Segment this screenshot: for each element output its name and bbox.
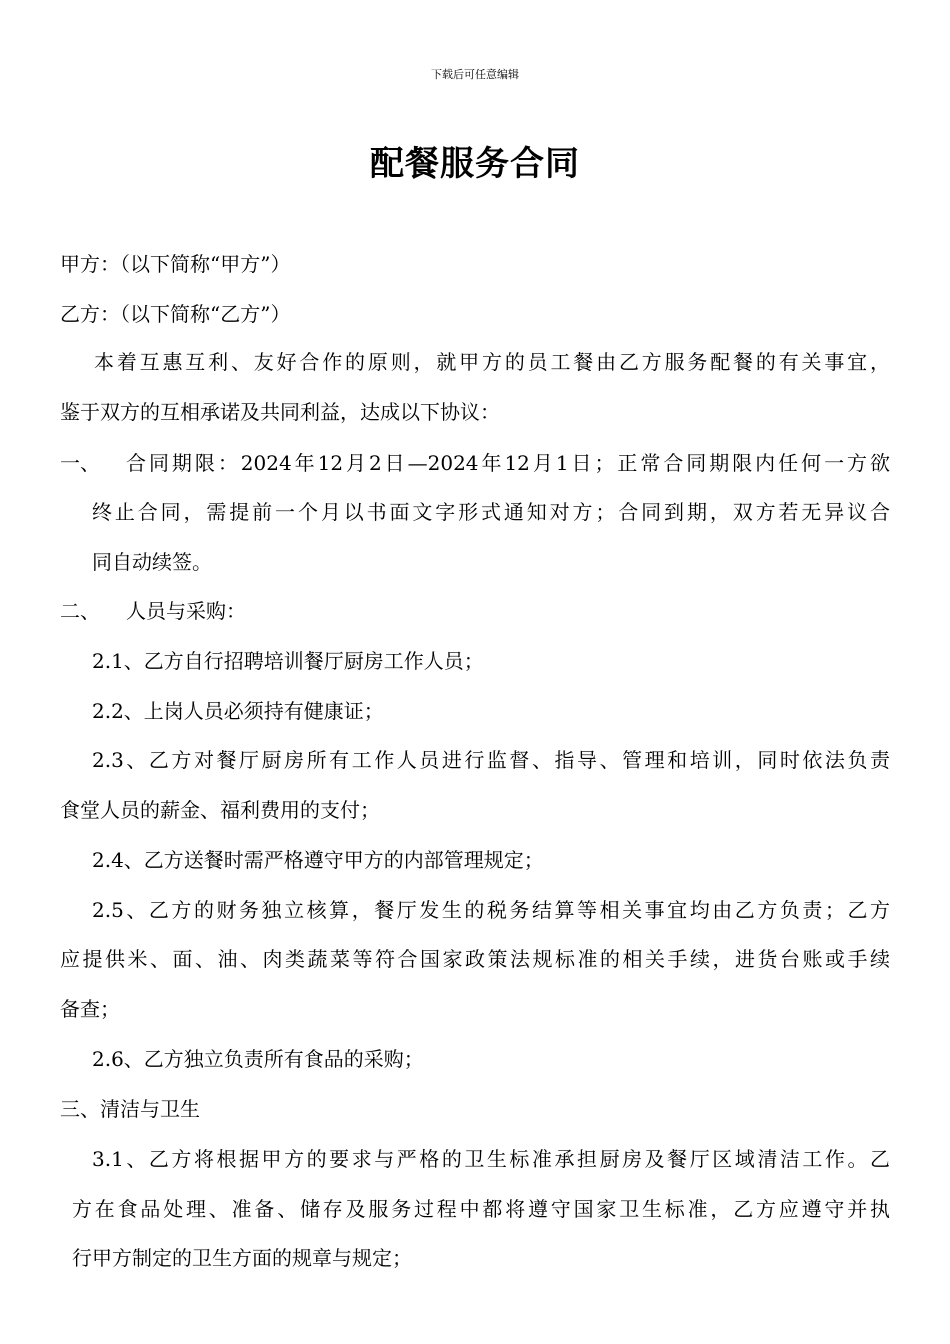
item-2-4: 2.4、乙方送餐时需严格遵守甲方的内部管理规定； — [92, 848, 544, 872]
item-2-1: 2.1、乙方自行招聘培训餐厅厨房工作人员； — [92, 649, 484, 673]
section-1-line-3: 同自动续签。 — [92, 550, 212, 574]
section-2-heading: 人员与采购： — [126, 599, 246, 623]
section-1-line-1: 合同期限：2024年12月2日—2024年12月1日；正常合同期限内任何一方欲 — [126, 451, 890, 475]
intro-line-1: 本着互惠互利、友好合作的原则，就甲方的员工餐由乙方服务配餐的有关事宜， — [94, 350, 890, 374]
item-2-5-line-2: 应提供米、面、油、肉类蔬菜等符合国家政策法规标准的相关手续，进货台账或手续 — [60, 947, 890, 971]
document-title: 配餐服务合同 — [370, 144, 580, 184]
item-3-1-line-3: 行甲方制定的卫生方面的规章与规定； — [72, 1246, 412, 1270]
section-1-line-2: 终止合同，需提前一个月以书面文字形式通知对方；合同到期，双方若无异议合 — [92, 500, 890, 524]
party-b-line: 乙方：（以下简称“乙方”） — [60, 302, 291, 326]
intro-line-2: 鉴于双方的互相承诺及共同利益，达成以下协议： — [60, 400, 500, 424]
item-2-5-line-3: 备查； — [60, 997, 120, 1021]
item-2-3-line-2: 食堂人员的薪金、福利费用的支付； — [60, 798, 380, 822]
item-3-1-line-2: 方在食品处理、准备、储存及服务过程中都将遵守国家卫生标准，乙方应遵守并执 — [72, 1197, 890, 1221]
section-1-first-line — [60, 449, 890, 477]
item-3-1-line-1: 3.1、乙方将根据甲方的要求与严格的卫生标准承担厨房及餐厅区域清洁工作。乙 — [92, 1147, 890, 1171]
item-2-2: 2.2、上岗人员必须持有健康证； — [92, 699, 384, 723]
section-3-heading: 三、清洁与卫生 — [60, 1097, 200, 1121]
section-2-heading-line — [60, 597, 246, 625]
party-a-line: 甲方：（以下简称“甲方”） — [60, 252, 291, 276]
section-1-number: 一、 — [60, 451, 100, 475]
item-2-3-line-1: 2.3、乙方对餐厅厨房所有工作人员进行监督、指导、管理和培训，同时依法负责 — [92, 748, 890, 772]
item-2-6: 2.6、乙方独立负责所有食品的采购； — [92, 1047, 424, 1071]
header-note: 下载后可任意编辑 — [431, 68, 519, 81]
item-2-5-line-1: 2.5、乙方的财务独立核算，餐厅发生的税务结算等相关事宜均由乙方负责；乙方 — [92, 898, 890, 922]
section-2-number: 二、 — [60, 599, 100, 623]
